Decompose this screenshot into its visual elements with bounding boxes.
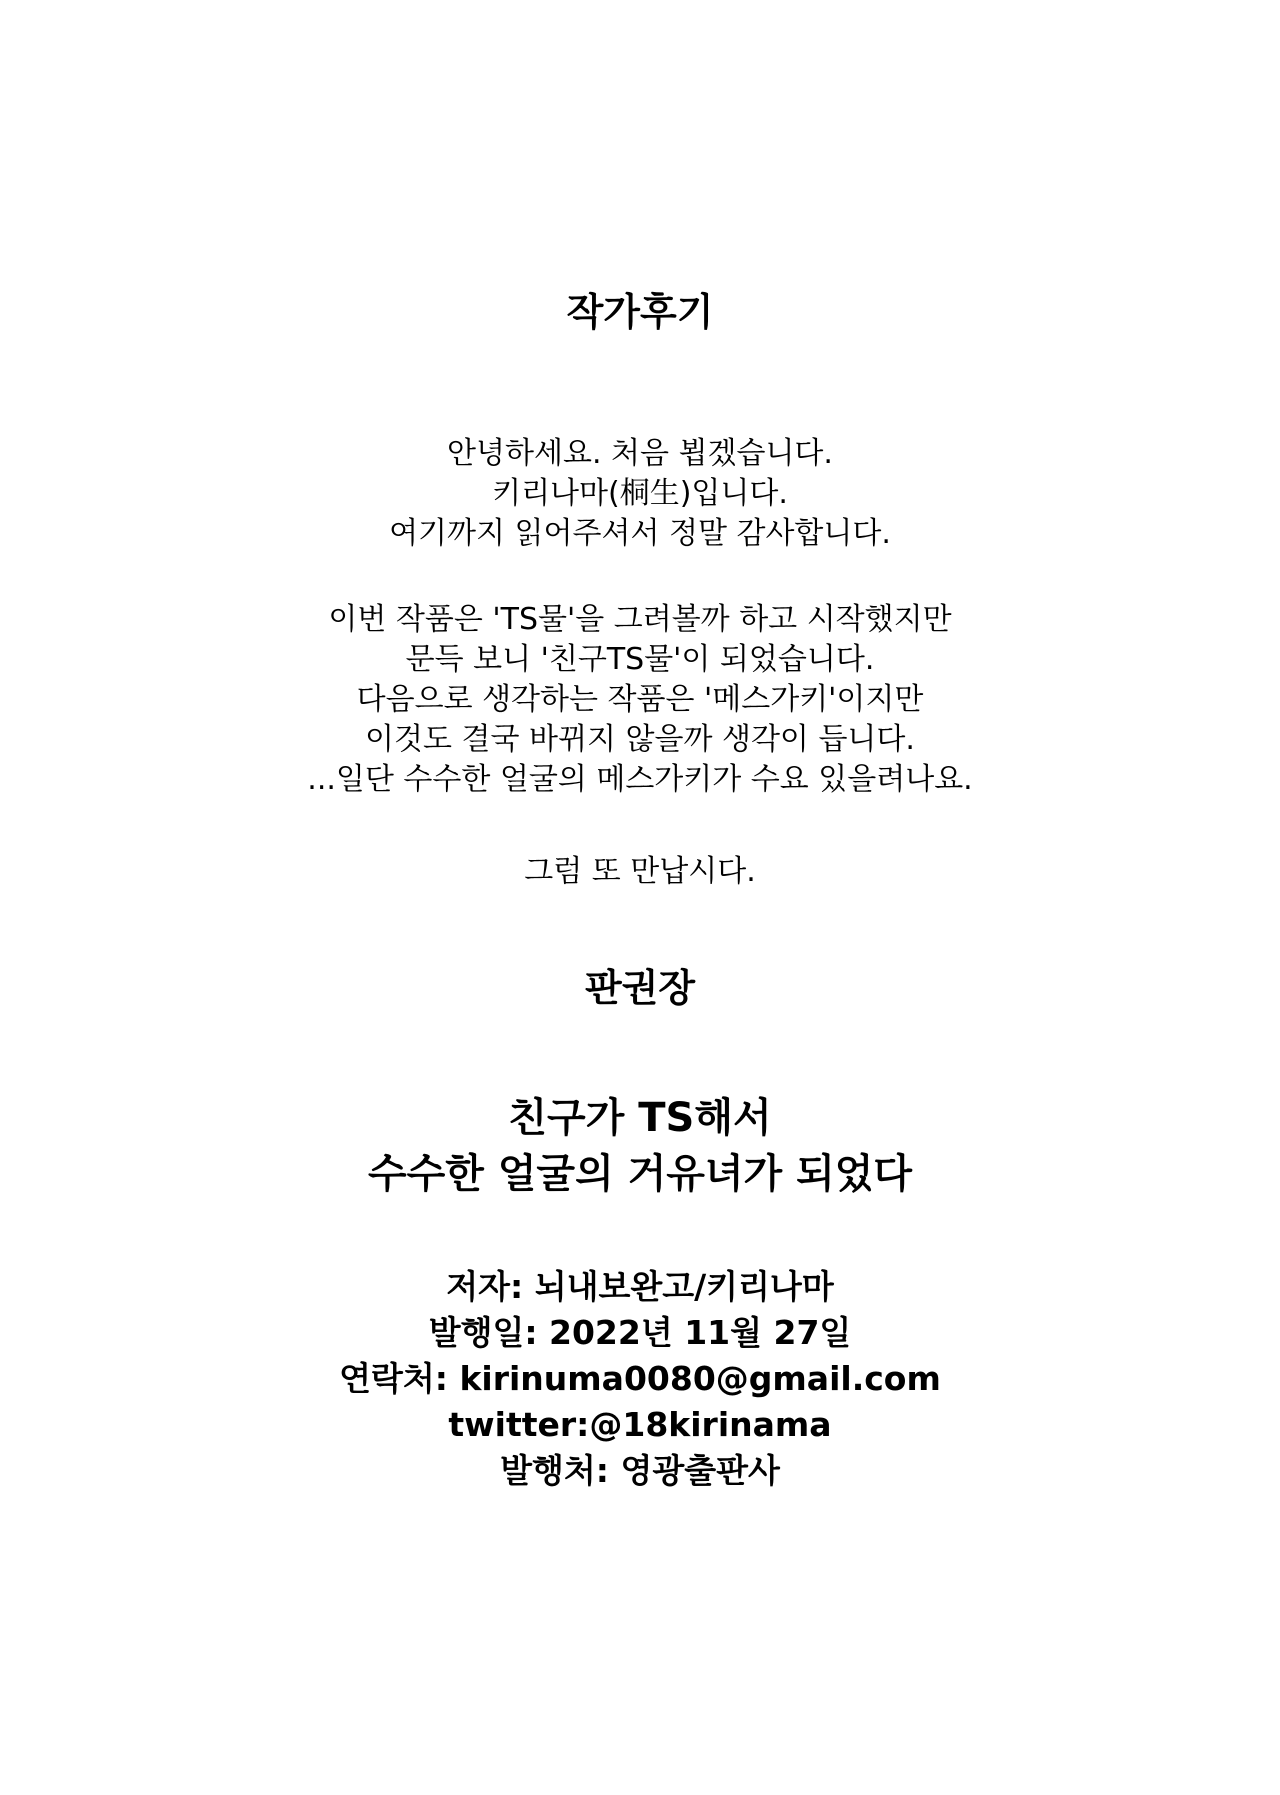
publish-date-line: 발행일: 2022년 11월 27일: [428, 1313, 852, 1352]
book-title-line: 수수한 얼굴의 거유녀가 되었다: [367, 1151, 913, 1197]
twitter-handle-line: twitter:@18kirinama: [448, 1405, 832, 1444]
afterword-line: 여기까지 읽어주셔서 정말 감사합니다.: [389, 516, 891, 551]
afterword-body-paragraph: [0, 600, 1280, 800]
afterword-closing-paragraph: [0, 852, 1280, 892]
afterword-line: ...일단 수수한 얼굴의 메스가키가 수요 있을려나요.: [307, 762, 973, 797]
book-title: [0, 1090, 1280, 1202]
book-title-line: 친구가 TS해서: [508, 1095, 772, 1141]
colophon-heading: 판권장: [584, 966, 696, 1010]
afterword-greeting-paragraph: [0, 434, 1280, 554]
afterword-heading: 작가후기: [566, 290, 714, 334]
contact-email-line: 연락처: kirinuma0080@gmail.com: [339, 1359, 941, 1398]
afterword-line: 안녕하세요. 처음 뵙겠습니다.: [447, 436, 833, 471]
afterword-line: 문득 보니 '친구TS물'이 되었습니다.: [405, 642, 875, 677]
afterword-line: 이번 작품은 'TS물'을 그려볼까 하고 시작했지만: [328, 602, 952, 637]
colophon-details: [0, 1264, 1280, 1494]
publisher-line: 발행처: 영광출판사: [500, 1451, 780, 1490]
afterword-line: 키리나마(桐生)입니다.: [492, 476, 788, 511]
afterword-line: 이것도 결국 바뀌지 않을까 생각이 듭니다.: [365, 722, 915, 757]
afterword-line: 다음으로 생각하는 작품은 '메스가키'이지만: [356, 682, 924, 717]
author-line: 저자: 뇌내보완고/키리나마: [446, 1267, 834, 1306]
afterword-line: 그럼 또 만납시다.: [524, 854, 756, 889]
